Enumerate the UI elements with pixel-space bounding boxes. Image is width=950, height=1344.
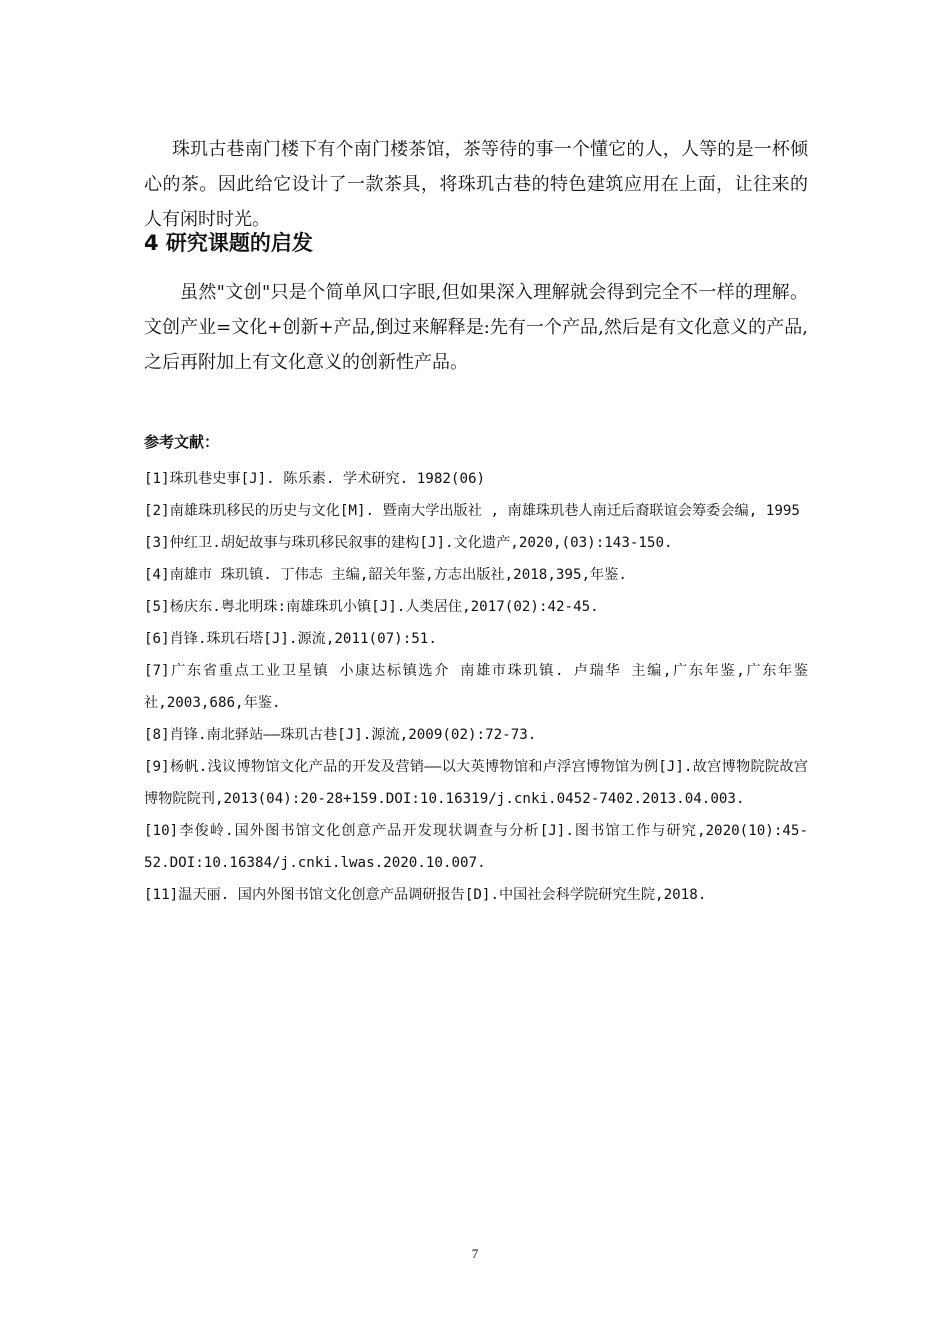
reference-item: [3]仲红卫.胡妃故事与珠玑移民叙事的建构[J].文化遗产,2020,(03):143-150. bbox=[144, 535, 673, 551]
section-body-paragraph: 虽然"文创"只是个简单风口字眼,但如果深入理解就会得到完全不一样的理解。文创产业=文化+创新+产品,倒过来解释是:先有一个产品,然后是有文化意义的产品,之后再附加上有文化意义的创新性产品。 bbox=[144, 282, 808, 373]
references-title: 参考文献： bbox=[144, 433, 220, 451]
section-heading: 4 研究课题的启发 bbox=[144, 231, 313, 255]
reference-item: [8]肖锋.南北驿站——珠玑古巷[J].源流,2009(02):72-73. bbox=[144, 727, 537, 743]
reference-item: [11]温天丽. 国内外图书馆文化创意产品调研报告[D].中国社会科学院研究生院,2018. bbox=[144, 887, 707, 903]
reference-item: [7]广东省重点工业卫星镇 小康达标镇选介 南雄市珠玑镇. 卢瑞华 主编,广东年鉴,广东年鉴社,2003,686,年鉴. bbox=[144, 663, 808, 711]
reference-item: [6]肖锋.珠玑石塔[J].源流,2011(07):51. bbox=[144, 631, 437, 647]
intro-paragraph: 珠玑古巷南门楼下有个南门楼茶馆，茶等待的事一个懂它的人，人等的是一杯倾心的茶。因此给它设计了一款茶具，将珠玑古巷的特色建筑应用在上面，让往来的人有闲时时光。 bbox=[144, 139, 808, 230]
reference-item: [4]南雄市 珠玑镇. 丁伟志 主编,韶关年鉴,方志出版社,2018,395,年鉴. bbox=[144, 567, 627, 583]
reference-item: [9]杨帆.浅议博物馆文化产品的开发及营销——以大英博物馆和卢浮宫博物馆为例[J].故宫博物院院故宫博物院院刊,2013(04):20-28+159.DOI:10.16319/j.cnki.0452-7402.2013.04.003. bbox=[144, 759, 808, 807]
references-list bbox=[144, 463, 808, 911]
reference-item: [1]珠玑巷史事[J]. 陈乐素. 学术研究. 1982(06) bbox=[144, 471, 486, 487]
reference-item: [5]杨庆东.粤北明珠:南雄珠玑小镇[J].人类居住,2017(02):42-45. bbox=[144, 599, 599, 615]
page-number: 7 bbox=[471, 1246, 479, 1261]
reference-item: [10]李俊岭.国外图书馆文化创意产品开发现状调查与分析[J].图书馆工作与研究,2020(10):45-52.DOI:10.16384/j.cnki.lwas.2020.10.007. bbox=[144, 823, 808, 871]
reference-item: [2]南雄珠玑移民的历史与文化[M]. 暨南大学出版社 , 南雄珠玑巷人南迁后裔联谊会筹委会编, 1995 bbox=[144, 503, 800, 519]
